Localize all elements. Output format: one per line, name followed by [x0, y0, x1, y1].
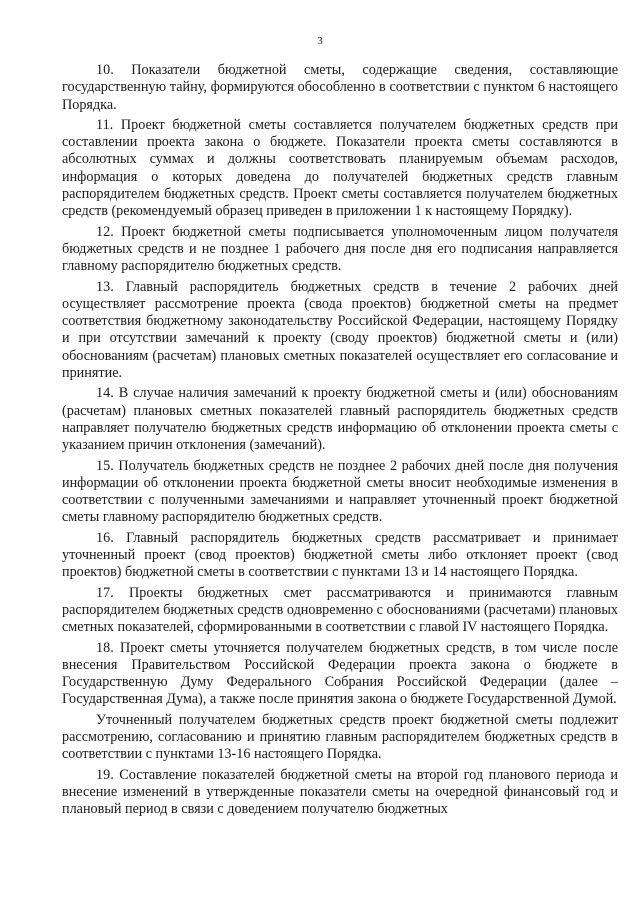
document-body [62, 62, 618, 821]
paragraph-11: 11. Проект бюджетной сметы составляется получателем бюджетных средств при составлении проекта закона о бюджете. Показатели проекта сметы составляются в абсолютных суммах и должны соответствовать планируемым объемам расходов, информация о которых доведена до получателей бюджетных средств главным распорядителем бюджетных средств. Проект сметы составляется получателем бюджетных средств (рекомендуемый образец приведен в приложении 1 к настоящему Порядку). [62, 116, 618, 220]
paragraph-15: 15. Получатель бюджетных средств не позднее 2 рабочих дней после дня получения информации об отклонении проекта бюджетной сметы вносит необходимые изменения в соответствии с полученными замечаниями и направляет уточненный проект бюджетной сметы главному распорядителю бюджетных средств. [62, 457, 618, 526]
paragraph-13: 13. Главный распорядитель бюджетных средств в течение 2 рабочих дней осуществляет рассмотрение проекта (свода проектов) бюджетной сметы на предмет соответствия бюджетному законодательству Российской Федерации, настоящему Порядку и при отсутствии замечаний к проекту (своду проектов) бюджетной сметы и (или) обоснованиям (расчетам) плановых сметных показателей осуществляет его согласование и принятие. [62, 278, 618, 382]
paragraph-18: 18. Проект сметы уточняется получателем бюджетных средств, в том числе после внесения Правительством Российской Федерации проекта закона о бюджете в Государственную Думу Федерального Собрания Российской Федерации (далее – Государственная Дума), а также после принятия закона о бюджете Государственной Думой. [62, 639, 618, 708]
paragraph-14: 14. В случае наличия замечаний к проекту бюджетной сметы и (или) обоснованиям (расчетам) плановых сметных показателей главный распорядитель бюджетных средств направляет получателю бюджетных средств информацию об отклонении проекта сметы с указанием причин отклонения (замечаний). [62, 385, 618, 454]
paragraph-12: 12. Проект бюджетной сметы подписывается уполномоченным лицом получателя бюджетных средств и не позднее 1 рабочего дня после дня его подписания направляется главному распорядителю бюджетных средств. [62, 223, 618, 275]
paragraph-10: 10. Показатели бюджетной сметы, содержащие сведения, составляющие государственную тайну, формируются обособленно в соответствии с пунктом 6 настоящего Порядка. [62, 62, 618, 113]
paragraph-19: 19. Составление показателей бюджетной сметы на второй год планового периода и внесение изменений в утвержденные показатели сметы на очередной финансовый год и плановый период в связи с доведением получателю бюджетных [62, 766, 618, 818]
paragraph-17: 17. Проекты бюджетных смет рассматриваются и принимаются главным распорядителем бюджетных средств одновременно с обоснованиями (расчетами) плановых сметных показателей, сформированными в соответствии с главой IV настоящего Порядка. [62, 584, 618, 636]
paragraph-16: 16. Главный распорядитель бюджетных средств рассматривает и принимает уточненный проект (свод проектов) бюджетной сметы либо отклоняет проект (свод проектов) бюджетной сметы в соответствии с пунктами 13 и 14 настоящего Порядка. [62, 529, 618, 581]
paragraph-18-continuation: Уточненный получателем бюджетных средств проект бюджетной сметы подлежит рассмотрению, согласованию и принятию главным распорядителем бюджетных средств в соответствии с пунктами 13-16 настоящего Порядка. [62, 711, 618, 763]
page-number: 3 [317, 35, 323, 47]
